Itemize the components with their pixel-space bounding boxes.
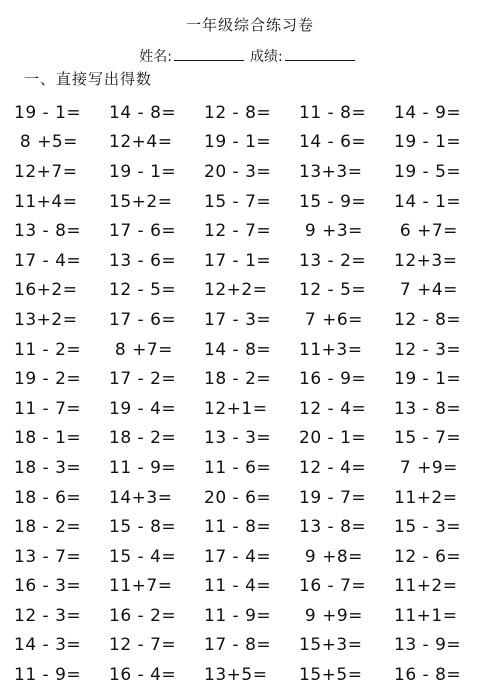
arithmetic-problem: 12 - 8= [394,309,462,330]
arithmetic-problem: 16 - 9= [299,369,367,390]
arithmetic-problem: 8 +5= [14,132,78,153]
arithmetic-problem: 12 - 5= [299,280,367,301]
arithmetic-problem: 16 - 3= [14,576,82,597]
arithmetic-problem: 18 - 2= [204,369,272,390]
problem-row [14,246,494,276]
arithmetic-problem: 12 - 3= [394,339,462,360]
problem-row [14,424,494,454]
arithmetic-problem: 17 - 8= [204,635,272,656]
arithmetic-problem: 13 - 9= [394,635,462,656]
arithmetic-problem: 14 - 1= [394,191,462,212]
name-label: 姓名: [139,49,172,65]
arithmetic-problem: 18 - 1= [14,428,82,449]
score-label: 成绩: [250,49,283,65]
arithmetic-problem: 16 - 7= [299,576,367,597]
problem-row [14,128,494,158]
arithmetic-problem: 9 +9= [299,605,363,626]
arithmetic-problem: 19 - 1= [204,132,272,153]
section-title: 一、直接写出得数 [24,70,153,88]
arithmetic-problem: 13 - 8= [299,517,367,538]
arithmetic-problem: 12 - 3= [14,605,82,626]
name-blank[interactable] [174,46,244,61]
arithmetic-problem: 17 - 2= [109,369,177,390]
arithmetic-problem: 12+7= [14,161,78,182]
problem-row [14,483,494,513]
arithmetic-problem: 18 - 2= [14,517,82,538]
arithmetic-problem: 15 - 7= [204,191,272,212]
arithmetic-problem: 15 - 8= [109,517,177,538]
arithmetic-problem: 12 - 7= [109,635,177,656]
arithmetic-problem: 12+2= [204,280,268,301]
arithmetic-problem: 14 - 9= [394,102,462,123]
arithmetic-problem: 9 +3= [299,221,363,242]
arithmetic-problem: 14 - 8= [204,339,272,360]
problem-row [14,216,494,246]
arithmetic-problem: 11+2= [394,576,458,597]
arithmetic-problem: 13 - 3= [204,428,272,449]
problem-row [14,512,494,542]
arithmetic-problem: 14 - 3= [14,635,82,656]
problem-row [14,364,494,394]
arithmetic-problem: 17 - 1= [204,250,272,271]
arithmetic-problem: 19 - 7= [299,487,367,508]
arithmetic-problem: 11 - 2= [14,339,82,360]
arithmetic-problem: 13 - 7= [14,546,82,567]
arithmetic-problem: 11 - 9= [204,605,272,626]
arithmetic-problem: 13 - 6= [109,250,177,271]
arithmetic-problem: 20 - 1= [299,428,367,449]
arithmetic-problem: 13 - 8= [14,221,82,242]
arithmetic-problem: 17 - 4= [14,250,82,271]
arithmetic-problem: 7 +6= [299,309,363,330]
arithmetic-problem: 7 +4= [394,280,458,301]
arithmetic-problem: 17 - 6= [109,309,177,330]
arithmetic-problem: 16 - 4= [109,665,177,686]
problem-row [14,572,494,602]
arithmetic-problem: 8 +7= [109,339,173,360]
arithmetic-problem: 15+3= [299,635,363,656]
arithmetic-problem: 19 - 2= [14,369,82,390]
arithmetic-problem: 20 - 6= [204,487,272,508]
arithmetic-problem: 13+5= [204,665,268,686]
problem-row [14,157,494,187]
problem-row [14,601,494,631]
arithmetic-problem: 19 - 1= [394,369,462,390]
arithmetic-problem: 16+2= [14,280,78,301]
arithmetic-problem: 15 - 4= [109,546,177,567]
arithmetic-problem: 19 - 4= [109,398,177,419]
arithmetic-problem: 19 - 1= [394,132,462,153]
arithmetic-problem: 12+1= [204,398,268,419]
arithmetic-problem: 19 - 5= [394,161,462,182]
arithmetic-problem: 20 - 3= [204,161,272,182]
arithmetic-problem: 17 - 3= [204,309,272,330]
arithmetic-problem: 12 - 4= [299,398,367,419]
problem-row [14,542,494,572]
arithmetic-problem: 11+1= [394,605,458,626]
score-blank[interactable] [285,46,355,61]
arithmetic-problem: 11 - 8= [204,517,272,538]
problem-row [14,335,494,365]
problem-row [14,305,494,335]
arithmetic-problem: 12 - 7= [204,221,272,242]
arithmetic-problem: 13 - 8= [394,398,462,419]
arithmetic-problem: 12 - 6= [394,546,462,567]
arithmetic-problem: 6 +7= [394,221,458,242]
arithmetic-problem: 15 - 7= [394,428,462,449]
problem-grid [14,98,494,690]
arithmetic-problem: 12 - 5= [109,280,177,301]
arithmetic-problem: 9 +8= [299,546,363,567]
arithmetic-problem: 13 - 2= [299,250,367,271]
arithmetic-problem: 19 - 1= [109,161,177,182]
arithmetic-problem: 14 - 8= [109,102,177,123]
problem-row [14,276,494,306]
problem-row [14,98,494,128]
problem-row [14,453,494,483]
arithmetic-problem: 18 - 2= [109,428,177,449]
arithmetic-problem: 12+4= [109,132,173,153]
arithmetic-problem: 11+2= [394,487,458,508]
student-info [0,46,500,66]
arithmetic-problem: 17 - 4= [204,546,272,567]
arithmetic-problem: 19 - 1= [14,102,82,123]
arithmetic-problem: 12 - 8= [204,102,272,123]
arithmetic-problem: 18 - 6= [14,487,82,508]
arithmetic-problem: 14+3= [109,487,173,508]
problem-row [14,187,494,217]
arithmetic-problem: 11 - 7= [14,398,82,419]
arithmetic-problem: 11 - 9= [14,665,82,686]
arithmetic-problem: 18 - 3= [14,457,82,478]
arithmetic-problem: 15+5= [299,665,363,686]
problem-row [14,660,494,690]
arithmetic-problem: 16 - 2= [109,605,177,626]
arithmetic-problem: 11+3= [299,339,363,360]
arithmetic-problem: 11+4= [14,191,78,212]
arithmetic-problem: 11 - 9= [109,457,177,478]
arithmetic-problem: 13+3= [299,161,363,182]
arithmetic-problem: 11 - 8= [299,102,367,123]
arithmetic-problem: 7 +9= [394,457,458,478]
arithmetic-problem: 15 - 9= [299,191,367,212]
arithmetic-problem: 11+7= [109,576,173,597]
arithmetic-problem: 17 - 6= [109,221,177,242]
page-title: 一年级综合练习卷 [185,16,314,34]
arithmetic-problem: 16 - 8= [394,665,462,686]
problem-row [14,631,494,661]
arithmetic-problem: 12 - 4= [299,457,367,478]
arithmetic-problem: 13+2= [14,309,78,330]
problem-row [14,394,494,424]
arithmetic-problem: 15+2= [109,191,173,212]
arithmetic-problem: 11 - 4= [204,576,272,597]
arithmetic-problem: 12+3= [394,250,458,271]
arithmetic-problem: 14 - 6= [299,132,367,153]
arithmetic-problem: 11 - 6= [204,457,272,478]
arithmetic-problem: 15 - 3= [394,517,462,538]
